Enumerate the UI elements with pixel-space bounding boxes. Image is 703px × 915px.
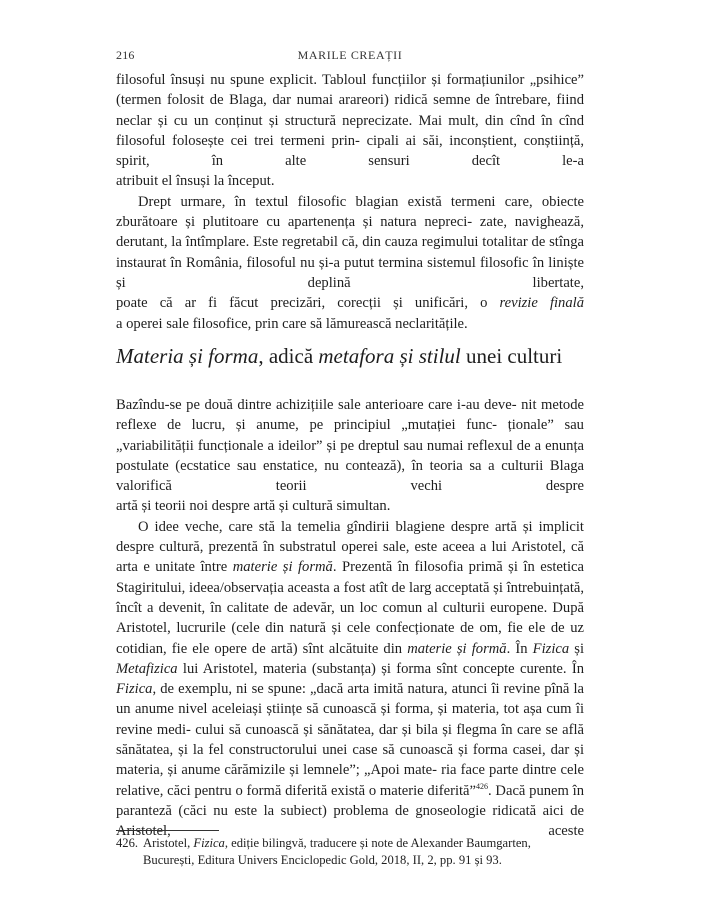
text-line: „psihice” (termen folosit de Blaga, dar numai arareori) ridică semne xyxy=(116,72,584,109)
text-line: contează), în teoria sa a culturii Blaga valorifică teorii vechi despre xyxy=(116,457,584,495)
text-line: O idee veche, care stă la temelia gîndirii blagiene despre artă xyxy=(138,518,517,535)
text-line: ționale” sau „variabilității funcționale a ideilor” și pe dreptul sau xyxy=(116,417,584,454)
text-line: Drept urmare, în textul filosofic blagian există termeni care, xyxy=(138,193,533,210)
body-text-bottom xyxy=(116,395,584,842)
paragraph-2-end xyxy=(116,314,584,334)
body-text-top xyxy=(116,70,584,334)
text-line: , de exemplu, ni se spune: „dacă xyxy=(152,681,344,698)
heading-italic-part: Materia și forma xyxy=(116,344,259,368)
text-line: în filosofia primă și în estetica Stagiritului, ideea/observația aceasta xyxy=(116,559,584,596)
section-heading xyxy=(116,343,596,369)
footnote-number: 426. xyxy=(116,836,139,850)
running-head xyxy=(116,48,584,64)
text-line: . xyxy=(506,640,511,657)
italic-title: Fizica xyxy=(193,836,225,850)
text-line: În xyxy=(515,640,533,657)
text-line: numai reflexul de a enunța postulate (ecstatice sau enstatice, nu xyxy=(116,437,584,474)
paragraph-4 xyxy=(116,517,584,842)
text-line: cauza regimului totalitar de stînga instaurat în România, filosoful xyxy=(116,234,584,271)
footnote xyxy=(116,835,586,868)
text-line: nu și-a putut termina sistemul filosofic în liniște și deplină libertate, xyxy=(116,254,584,291)
paragraph-1 xyxy=(116,70,584,171)
text-line: a fost atît de larg acceptată și întrebuințată, încît a devenit, în xyxy=(116,579,584,616)
footnote-text: București, Editura Univers Enciclopedic Gold, 2018, II, 2, pp. 91 și 93. xyxy=(143,852,502,867)
text-line: atribuit el însuși la început. xyxy=(116,173,275,190)
footnote-reference[interactable]: 426 xyxy=(476,781,489,791)
running-title: MARILE CREAȚII xyxy=(297,48,403,62)
footnote-text: , ediție bilingvă, traducere și note de Alexander Baumgarten, xyxy=(224,836,531,850)
text-line: nit metode reflexe de lucru, și anume, pe principiul „mutației func- xyxy=(116,397,584,434)
text-line: . Prezentă xyxy=(332,559,393,576)
italic-emphasis: revizie finală xyxy=(499,295,584,312)
text-line: aceea a lui Aristotel, că arta e unitate între xyxy=(116,539,584,576)
paragraph-2-cont xyxy=(116,293,584,313)
footnote-line xyxy=(116,852,586,869)
text-line: și xyxy=(569,640,585,657)
heading-plain-part: unei culturi xyxy=(460,344,563,368)
text-line: Bazîndu-se pe două dintre achizițiile sale anterioare care i-au deve- xyxy=(116,397,517,413)
text-line: obiecte zburătoare și plutitoare cu apartenența și natura nepreci- xyxy=(116,193,584,231)
footnote-divider xyxy=(116,830,219,831)
footnote-text: Aristotel, xyxy=(143,836,194,850)
page-number: 216 xyxy=(116,48,135,62)
text-line: casei, dar și materia, și anume cărămizile și lemnele”; „Apoi mate- xyxy=(116,742,584,779)
text-line: subiect) problema de gnoseologie ridicată aici de Aristotel, aceste xyxy=(116,802,584,840)
text-line: lucrurile (cele din natură și cele confecționate de om, fie ele de uz xyxy=(176,620,585,637)
text-line: de întrebare, fiind neclar și cu un conținut și structură neprecizate. xyxy=(116,92,584,129)
text-line: artă și teorii noi despre artă și cultură simultan. xyxy=(116,498,391,515)
text-line: zate, navighează, derutant, la întîmplare. Este regretabil că, din xyxy=(116,214,584,251)
text-line: . Dacă punem în paranteză (căci nu este la xyxy=(116,782,584,819)
text-line: cotidian, fie ele opere de artă) sînt alcătuite din xyxy=(116,640,408,657)
text-line: și implicit despre cultură, prezentă în substratul operei sale, este xyxy=(116,518,584,556)
heading-italic-part: metafora și stilul xyxy=(318,344,461,368)
text-line: poate că ar fi făcut precizări, corecții și unificări, o xyxy=(116,295,500,312)
text-line: o materie diferită” xyxy=(368,782,477,799)
heading-plain-part: , adică xyxy=(258,344,319,368)
text-line: a operei sale filosofice, prin care să lămurească neclaritățile. xyxy=(116,315,468,332)
italic-title: Metafizica xyxy=(116,660,178,677)
italic-title: Fizica xyxy=(532,640,570,657)
text-line: lui Aristotel, materia (substanța) și forma xyxy=(177,660,432,677)
text-line: cipali ai săi, inconștient, conștiință, spirit, în alte sensuri decît le-a xyxy=(116,132,584,170)
paragraph-3 xyxy=(116,395,584,496)
footnote-line xyxy=(116,835,586,852)
text-line: sănătatea, și la fel constructorului unei case să cunoască și forma xyxy=(116,742,508,759)
italic-emphasis: materie și formă xyxy=(407,640,507,657)
italic-emphasis: materie și formă xyxy=(232,559,333,576)
text-line: arta imită natura, atunci îi revine pînă la un anume nivel aceleiași xyxy=(116,681,585,718)
text-line: cului să cunoască și sănătatea, dar și bila și flegma în care se află xyxy=(195,721,585,738)
text-line: ria face parte dintre cele relative, căci pentru o formă diferită există xyxy=(116,762,584,799)
italic-title: Fizica xyxy=(116,681,153,698)
text-line: calitate de adevăr, un loc comun al culturii europene. După Aristotel, xyxy=(116,599,584,637)
paragraph-3-end xyxy=(116,496,584,516)
text-line: sînt concepte curente. În xyxy=(436,660,585,677)
paragraph-1-end xyxy=(116,171,584,191)
text-line: Mai mult, din cînd în cînd filosoful folosește cei trei termeni prin- xyxy=(116,112,584,149)
text-line: științe să cunoască și forma, și materia, tot așa cum îi revine medi- xyxy=(116,701,584,738)
text-line: filosoful însuși nu spune explicit. Tabloul funcțiilor și formațiunilor xyxy=(116,72,525,88)
paragraph-2 xyxy=(116,192,584,293)
